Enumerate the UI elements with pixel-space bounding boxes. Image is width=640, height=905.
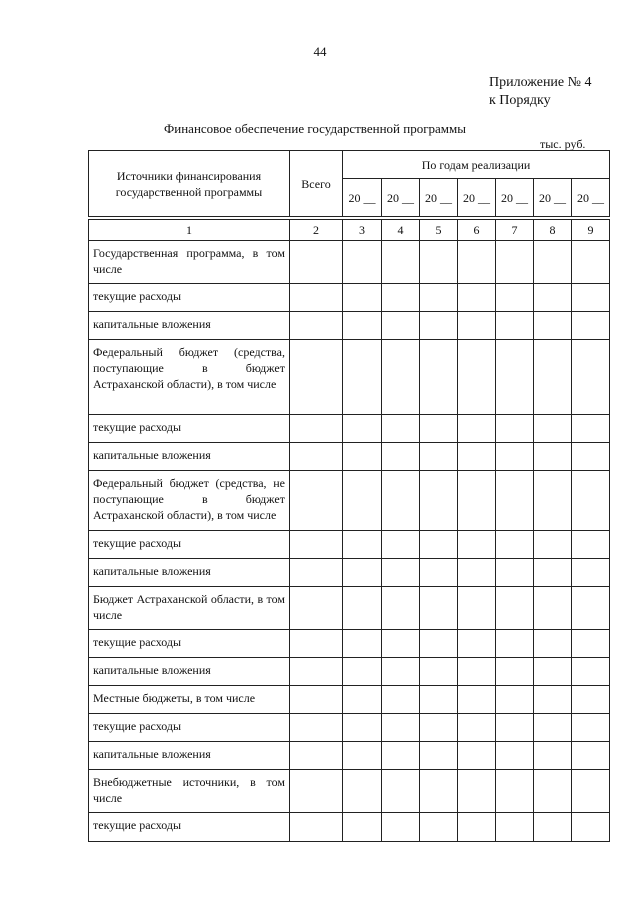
value-cell (572, 686, 610, 714)
value-cell (290, 559, 343, 587)
table-row (89, 770, 610, 813)
value-cell (458, 813, 496, 842)
row-label: Государственная программа, в том числе (89, 241, 290, 284)
value-cell (458, 630, 496, 658)
value-cell (496, 340, 534, 415)
header-year: 20 __ (420, 179, 458, 217)
value-cell (458, 241, 496, 284)
value-cell (572, 443, 610, 471)
value-cell (420, 471, 458, 531)
value-cell (420, 658, 458, 686)
header-year: 20 __ (343, 179, 382, 217)
value-cell (343, 770, 382, 813)
value-cell (534, 658, 572, 686)
value-cell (496, 443, 534, 471)
value-cell (572, 340, 610, 415)
header-year: 20 __ (534, 179, 572, 217)
value-cell (572, 658, 610, 686)
row-label: Внебюджетные источники, в том числе (89, 770, 290, 813)
value-cell (572, 471, 610, 531)
value-cell (343, 714, 382, 742)
value-cell (343, 813, 382, 842)
table-row (89, 284, 610, 312)
value-cell (420, 813, 458, 842)
value-cell (534, 312, 572, 340)
value-cell (458, 714, 496, 742)
table-row (89, 312, 610, 340)
row-label: текущие расходы (89, 415, 290, 443)
value-cell (572, 531, 610, 559)
value-cell (458, 587, 496, 630)
value-cell (290, 340, 343, 415)
table-row (89, 658, 610, 686)
value-cell (290, 241, 343, 284)
value-cell (290, 443, 343, 471)
row-label: текущие расходы (89, 630, 290, 658)
value-cell (382, 284, 420, 312)
value-cell (572, 770, 610, 813)
value-cell (496, 813, 534, 842)
value-cell (290, 471, 343, 531)
column-number: 2 (290, 220, 343, 241)
value-cell (496, 312, 534, 340)
value-cell (534, 415, 572, 443)
column-number: 3 (343, 220, 382, 241)
value-cell (420, 531, 458, 559)
value-cell (382, 241, 420, 284)
column-number: 9 (572, 220, 610, 241)
value-cell (382, 813, 420, 842)
row-label: Федеральный бюджет (средства, не поступающие в бюджет Астраханской области), в том числе (89, 471, 290, 531)
table-row (89, 241, 610, 284)
row-label: Федеральный бюджет (средства, поступающие в бюджет Астраханской области), в том числе (89, 340, 290, 415)
value-cell (420, 587, 458, 630)
header-sources: Источники финансирования государственной программы (89, 151, 290, 217)
table-row (89, 742, 610, 770)
value-cell (534, 284, 572, 312)
row-label: Местные бюджеты, в том числе (89, 686, 290, 714)
value-cell (343, 443, 382, 471)
value-cell (420, 443, 458, 471)
value-cell (343, 471, 382, 531)
value-cell (572, 587, 610, 630)
column-number: 8 (534, 220, 572, 241)
value-cell (534, 340, 572, 415)
unit-label: тыс. руб. (540, 137, 586, 151)
table-row (89, 443, 610, 471)
value-cell (534, 531, 572, 559)
value-cell (382, 630, 420, 658)
value-cell (572, 813, 610, 842)
header-year: 20 __ (496, 179, 534, 217)
value-cell (420, 742, 458, 770)
row-label: текущие расходы (89, 714, 290, 742)
value-cell (290, 742, 343, 770)
value-cell (343, 686, 382, 714)
value-cell (420, 312, 458, 340)
value-cell (496, 686, 534, 714)
value-cell (420, 559, 458, 587)
value-cell (420, 284, 458, 312)
table-row (89, 559, 610, 587)
value-cell (382, 587, 420, 630)
value-cell (496, 415, 534, 443)
value-cell (458, 284, 496, 312)
value-cell (420, 340, 458, 415)
value-cell (382, 686, 420, 714)
value-cell (458, 312, 496, 340)
value-cell (343, 340, 382, 415)
table-row (89, 714, 610, 742)
value-cell (343, 742, 382, 770)
value-cell (290, 415, 343, 443)
column-number-row (89, 220, 610, 241)
value-cell (534, 813, 572, 842)
value-cell (534, 714, 572, 742)
value-cell (420, 770, 458, 813)
value-cell (496, 742, 534, 770)
value-cell (343, 658, 382, 686)
column-number: 6 (458, 220, 496, 241)
value-cell (534, 443, 572, 471)
column-number: 1 (89, 220, 290, 241)
value-cell (420, 241, 458, 284)
value-cell (458, 742, 496, 770)
value-cell (343, 284, 382, 312)
column-number: 4 (382, 220, 420, 241)
table-row (89, 686, 610, 714)
value-cell (382, 742, 420, 770)
table-row (89, 531, 610, 559)
header-year: 20 __ (382, 179, 420, 217)
value-cell (420, 415, 458, 443)
row-label: Бюджет Астраханской области, в том числе (89, 587, 290, 630)
value-cell (458, 443, 496, 471)
table-header (88, 150, 610, 217)
value-cell (572, 284, 610, 312)
row-label: капитальные вложения (89, 559, 290, 587)
value-cell (382, 658, 420, 686)
value-cell (382, 714, 420, 742)
row-label: капитальные вложения (89, 658, 290, 686)
appendix-line-1: Приложение № 4 (489, 75, 592, 90)
header-total: Всего (290, 151, 343, 217)
value-cell (572, 630, 610, 658)
value-cell (534, 630, 572, 658)
value-cell (343, 630, 382, 658)
value-cell (382, 531, 420, 559)
value-cell (458, 686, 496, 714)
value-cell (572, 714, 610, 742)
value-cell (382, 770, 420, 813)
document-title: Финансовое обеспечение государственной программы (163, 121, 466, 136)
value-cell (343, 312, 382, 340)
header-by-years: По годам реализации (343, 151, 610, 179)
value-cell (496, 531, 534, 559)
value-cell (343, 587, 382, 630)
table-row (89, 587, 610, 630)
value-cell (572, 241, 610, 284)
value-cell (458, 471, 496, 531)
value-cell (290, 658, 343, 686)
row-label: текущие расходы (89, 284, 290, 312)
value-cell (290, 284, 343, 312)
value-cell (382, 471, 420, 531)
value-cell (420, 686, 458, 714)
header-year: 20 __ (572, 179, 610, 217)
value-cell (420, 630, 458, 658)
value-cell (290, 312, 343, 340)
header-year: 20 __ (458, 179, 496, 217)
value-cell (382, 415, 420, 443)
row-label: капитальные вложения (89, 312, 290, 340)
row-label: капитальные вложения (89, 443, 290, 471)
value-cell (572, 559, 610, 587)
value-cell (458, 559, 496, 587)
value-cell (343, 241, 382, 284)
table-row (89, 340, 610, 415)
value-cell (534, 471, 572, 531)
row-label: текущие расходы (89, 813, 290, 842)
financing-table (88, 219, 610, 842)
value-cell (290, 813, 343, 842)
value-cell (420, 714, 458, 742)
appendix-reference (489, 74, 592, 110)
value-cell (496, 770, 534, 813)
value-cell (382, 312, 420, 340)
table-row (89, 813, 610, 842)
value-cell (290, 686, 343, 714)
value-cell (496, 559, 534, 587)
value-cell (290, 770, 343, 813)
value-cell (458, 770, 496, 813)
value-cell (572, 742, 610, 770)
value-cell (290, 714, 343, 742)
appendix-line-2: к Порядку (489, 93, 551, 108)
value-cell (496, 658, 534, 686)
value-cell (458, 340, 496, 415)
page-number: 44 (313, 44, 327, 59)
value-cell (458, 531, 496, 559)
column-number: 5 (420, 220, 458, 241)
value-cell (382, 559, 420, 587)
value-cell (382, 443, 420, 471)
value-cell (496, 630, 534, 658)
table-row (89, 415, 610, 443)
value-cell (496, 587, 534, 630)
value-cell (343, 559, 382, 587)
column-number: 7 (496, 220, 534, 241)
value-cell (572, 312, 610, 340)
value-cell (534, 559, 572, 587)
value-cell (534, 770, 572, 813)
value-cell (290, 587, 343, 630)
value-cell (290, 630, 343, 658)
value-cell (382, 340, 420, 415)
value-cell (534, 587, 572, 630)
value-cell (290, 531, 343, 559)
value-cell (496, 241, 534, 284)
value-cell (534, 742, 572, 770)
value-cell (496, 284, 534, 312)
value-cell (496, 714, 534, 742)
table-row (89, 471, 610, 531)
value-cell (458, 658, 496, 686)
value-cell (343, 531, 382, 559)
value-cell (496, 471, 534, 531)
value-cell (534, 241, 572, 284)
value-cell (343, 415, 382, 443)
value-cell (458, 415, 496, 443)
row-label: текущие расходы (89, 531, 290, 559)
row-label: капитальные вложения (89, 742, 290, 770)
table-row (89, 630, 610, 658)
value-cell (572, 415, 610, 443)
value-cell (534, 686, 572, 714)
